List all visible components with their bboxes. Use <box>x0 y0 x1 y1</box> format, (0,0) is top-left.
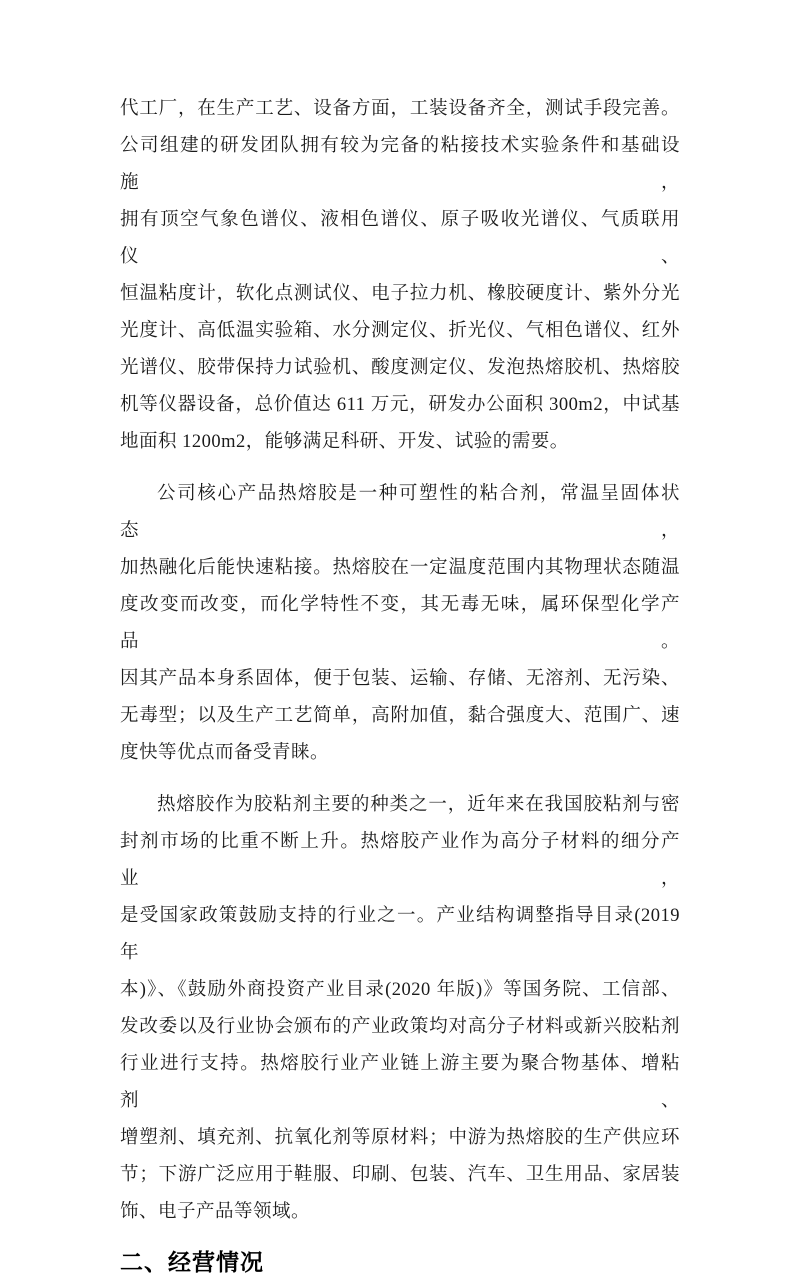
text-line: 光度计、高低温实验箱、水分测定仪、折光仪、气相色谱仪、红外 <box>120 321 680 341</box>
text-line: 是受国家政策鼓励支持的行业之一。产业结构调整指导目录(2019 年 <box>120 906 680 963</box>
paragraph <box>120 91 680 461</box>
text-line: 光谱仪、胶带保持力试验机、酸度测定仪、发泡热熔胶机、热熔胶 <box>120 358 680 378</box>
text-line: 地面积 1200m2，能够满足科研、开发、试验的需要。 <box>120 432 569 452</box>
text-line: 热熔胶作为胶粘剂主要的种类之一，近年来在我国胶粘剂与密 <box>157 795 680 815</box>
text-line: 无毒型；以及生产工艺简单，高附加值，黏合强度大、范围广、速 <box>120 706 680 726</box>
text-line: 封剂市场的比重不断上升。热熔胶产业作为高分子材料的细分产业， <box>120 832 680 889</box>
text-line: 度改变而改变，而化学特性不变，其无毒无味，属环保型化学产品。 <box>120 595 680 652</box>
text-line: 公司组建的研发团队拥有较为完备的粘接技术实验条件和基础设施， <box>120 136 680 193</box>
section-heading: 二、经营情况 <box>120 1249 264 1275</box>
text-line: 代工厂，在生产工艺、设备方面，工装设备齐全，测试手段完善。 <box>120 99 680 119</box>
text-line: 行业进行支持。热熔胶行业产业链上游主要为聚合物基体、增粘剂、 <box>120 1054 680 1111</box>
text-line: 机等仪器设备，总价值达 611 万元，研发办公面积 300m2，中试基 <box>120 395 680 415</box>
text-line: 加热融化后能快速粘接。热熔胶在一定温度范围内其物理状态随温 <box>120 558 680 578</box>
text-line: 本)》、《鼓励外商投资产业目录(2020 年版)》等国务院、工信部、 <box>120 980 680 1000</box>
text-line: 度快等优点而备受青睐。 <box>120 743 330 763</box>
text-line: 发改委以及行业协会颁布的产业政策均对高分子材料或新兴胶粘剂 <box>120 1017 680 1037</box>
text-line: 增塑剂、填充剂、抗氧化剂等原材料；中游为热熔胶的生产供应环 <box>120 1128 680 1148</box>
text-line: 饰、电子产品等领域。 <box>120 1202 311 1222</box>
text-line: 节；下游广泛应用于鞋服、印刷、包装、汽车、卫生用品、家居装 <box>120 1165 680 1185</box>
paragraph <box>120 476 680 772</box>
text-line: 因其产品本身系固体，便于包装、运输、存储、无溶剂、无污染、 <box>120 669 680 689</box>
text-line: 公司核心产品热熔胶是一种可塑性的粘合剂，常温呈固体状态， <box>120 484 680 541</box>
paragraph <box>120 787 680 1231</box>
text-line: 恒温粘度计，软化点测试仪、电子拉力机、橡胶硬度计、紫外分光 <box>120 284 680 304</box>
text-line: 拥有顶空气象色谱仪、液相色谱仪、原子吸收光谱仪、气质联用仪、 <box>120 210 680 267</box>
